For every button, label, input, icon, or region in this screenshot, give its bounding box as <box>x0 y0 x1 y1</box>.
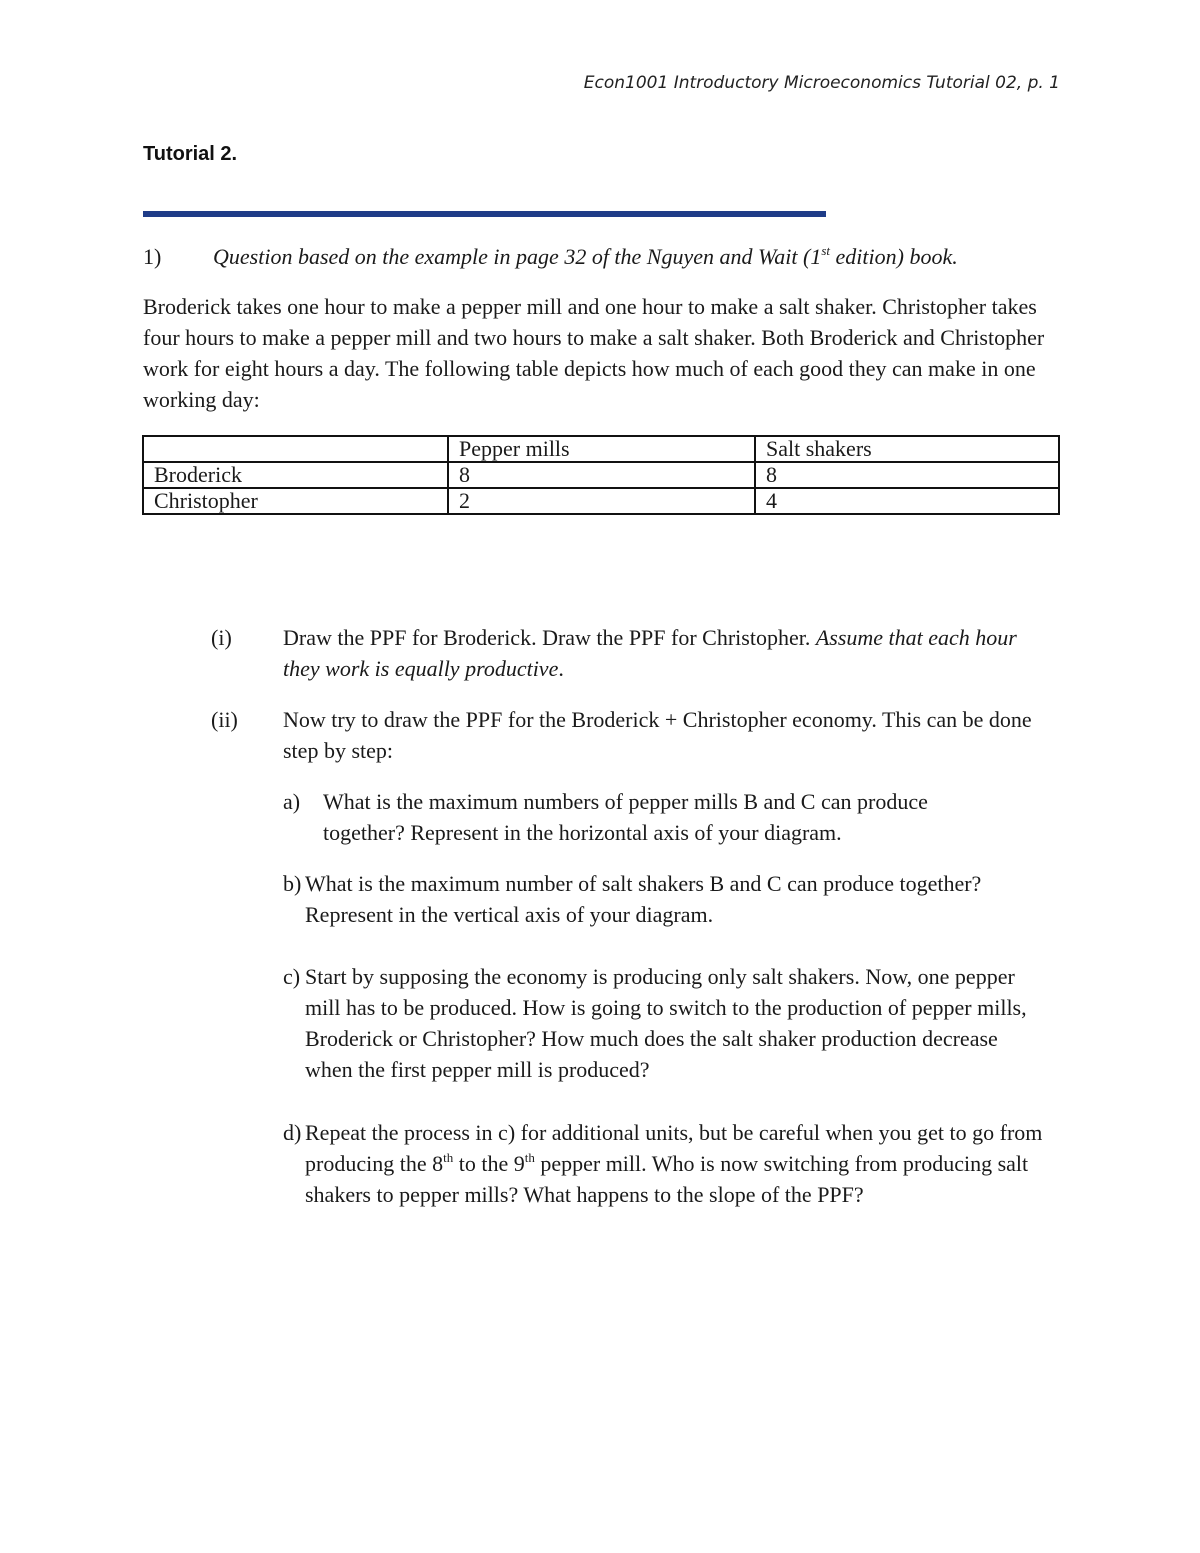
item-d-sup-1: th <box>443 1150 454 1165</box>
question-1-number: 1) <box>143 244 162 269</box>
table-row <box>143 488 1059 514</box>
item-d-text <box>305 1117 1065 1210</box>
table-header-cell: Salt shakers <box>755 436 1059 462</box>
production-table <box>142 435 1060 515</box>
tutorial-title: Tutorial 2. <box>143 143 238 165</box>
item-a-label: a) <box>283 789 301 814</box>
table-cell: 4 <box>755 488 1059 514</box>
question-1-text-main: Question based on the example in page 32 of the Nguyen and Wait (1 <box>213 244 822 269</box>
table-row <box>143 462 1059 488</box>
item-d-text-2: to the 9 <box>453 1151 525 1176</box>
item-c-label: c) <box>283 964 301 989</box>
item-i-text <box>283 622 1043 684</box>
item-i-end: . <box>558 656 564 681</box>
item-ii-label: (ii) <box>211 707 238 732</box>
item-d-text-1: Repeat the process in c) for additional units, but be careful when you get to go from producing the 8 <box>305 1120 1043 1176</box>
table-cell: Christopher <box>143 488 448 514</box>
question-1-text <box>213 241 958 272</box>
item-ii-text: Now try to draw the PPF for the Broderick + Christopher economy. This can be done step by step: <box>283 707 1032 763</box>
item-b-text: What is the maximum number of salt shakers B and C can produce together? Represent in the vertical axis of your diagram. <box>305 871 982 927</box>
table-cell: 8 <box>755 462 1059 488</box>
item-d-text-3: pepper mill. Who is now switching from producing salt shakers to pepper mills? What happens to the slope of the PPF? <box>305 1151 1029 1207</box>
question-1-sup: st <box>821 243 831 258</box>
page-header: Econ1001 Introductory Microeconomics Tutorial 02, p. 1 <box>583 73 1060 93</box>
table-header-cell <box>143 436 448 462</box>
item-d-sup-2: th <box>524 1150 535 1165</box>
table-header-cell: Pepper mills <box>448 436 755 462</box>
item-b-label: b) <box>283 871 302 896</box>
item-c-text: Start by supposing the economy is producing only salt shakers. Now, one pepper mill has to be produced. How is going to switch to the production of pepper mills, Broderick or Christopher? How much does the salt shaker production decrease when the first pepper mill is produced? <box>305 964 1027 1082</box>
title-rule <box>143 211 826 217</box>
table-cell: 2 <box>448 488 755 514</box>
item-i-text-main: Draw the PPF for Broderick. Draw the PPF for Christopher. <box>283 625 816 650</box>
item-i-label: (i) <box>211 625 232 650</box>
table-header-row <box>143 436 1059 462</box>
table-cell: 8 <box>448 462 755 488</box>
question-1-text-end: edition) book. <box>830 244 958 269</box>
table-cell: Broderick <box>143 462 448 488</box>
item-a-text: What is the maximum numbers of pepper mills B and C can produce together? Represent in the horizontal axis of your diagram. <box>323 789 928 845</box>
intro-paragraph: Broderick takes one hour to make a pepper mill and one hour to make a salt shaker. Christopher takes four hours to make a pepper mill and two hours to make a salt shaker. Both Broderick and Christopher work for eight hours a day. The following table depicts how much of each good they can make in one working day: <box>143 294 1045 412</box>
item-d-label: d) <box>283 1120 302 1145</box>
item-i-italic: Assume that each hour they work is equally productive <box>283 625 1017 681</box>
